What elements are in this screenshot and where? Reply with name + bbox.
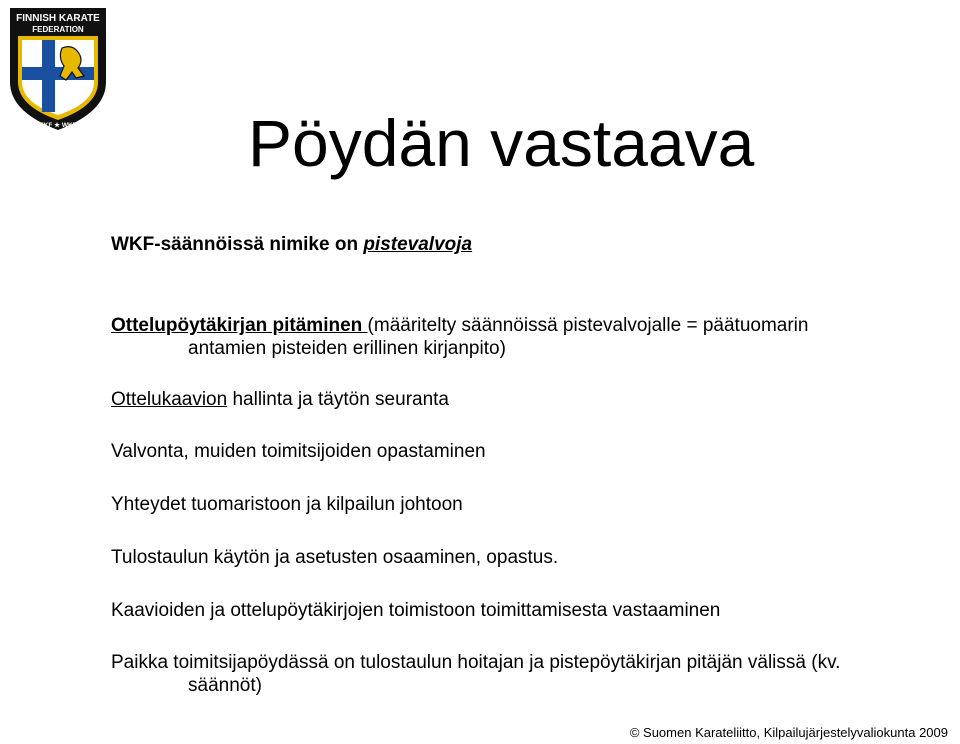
line-7-continuation: säännöt): [188, 675, 262, 696]
line-1-text: (määritelty säännöissä pistevalvojalle = päätuomarin: [367, 315, 809, 336]
logo-text-bottom: EKF ★ WKF: [39, 122, 77, 129]
logo-cross-horizontal: [22, 67, 94, 80]
bullet-line-7: [111, 651, 840, 697]
bullet-line-1: [111, 314, 808, 360]
copyright-footer: © Suomen Karateliitto, Kilpailujärjestelyvaliokunta 2009: [629, 725, 948, 740]
bullet-line-2: [111, 388, 449, 411]
bullet-line-3: Valvonta, muiden toimitsijoiden opastaminen: [111, 441, 486, 462]
slide-title: Pöydän vastaava: [248, 106, 755, 180]
line-1-heading: Ottelupöytäkirjan pitäminen: [111, 315, 368, 336]
bullet-line-5: Tulostaulun käytön ja asetusten osaaminen, opastus.: [111, 547, 559, 568]
line-7-text: Paikka toimitsijapöydässä on tulostaulun hoitajan ja pistepöytäkirjan pitäjän välissä (kv.: [111, 652, 841, 673]
line-2-term: Ottelukaavion: [111, 389, 228, 410]
bullet-line-4: Yhteydet tuomaristoon ja kilpailun johtoon: [111, 494, 463, 515]
subtitle-term: pistevalvoja: [363, 234, 473, 255]
logo-text-top: FINNISH KARATE: [16, 13, 100, 24]
federation-logo: [6, 4, 110, 134]
line-1-continuation: antamien pisteiden erillinen kirjanpito): [188, 338, 506, 359]
slide-subtitle: [111, 234, 472, 256]
subtitle-prefix: WKF-säännöissä nimike on: [111, 234, 364, 255]
line-2-text: hallinta ja täytön seuranta: [227, 389, 449, 410]
bullet-line-6: Kaavioiden ja ottelupöytäkirjojen toimistoon toimittamisesta vastaaminen: [111, 600, 721, 621]
logo-text-mid: FEDERATION: [32, 25, 84, 34]
